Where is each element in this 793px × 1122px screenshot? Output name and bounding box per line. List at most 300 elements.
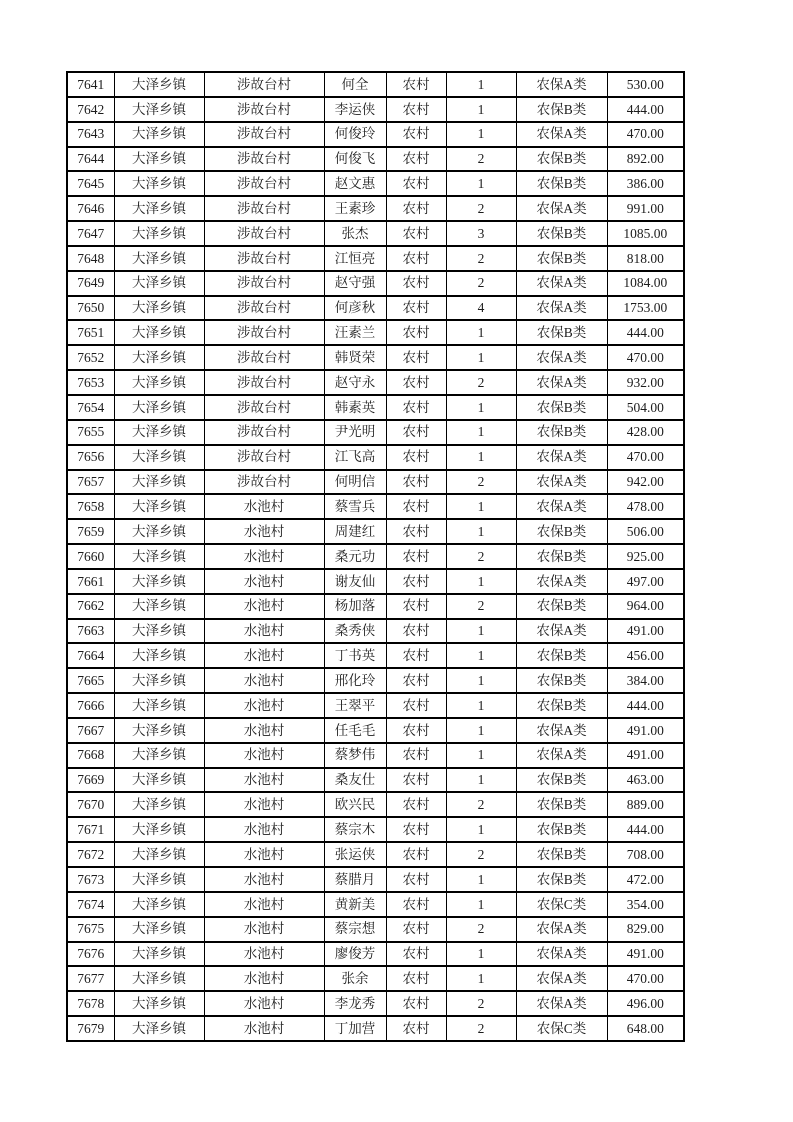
cell-person-name: 何彦秋 [324, 296, 386, 321]
cell-village: 涉故台村 [204, 271, 324, 296]
cell-village: 涉故台村 [204, 221, 324, 246]
cell-village: 水池村 [204, 693, 324, 718]
cell-residence-type: 农村 [386, 494, 446, 519]
cell-serial-number: 7654 [67, 395, 114, 420]
table-row [67, 171, 684, 196]
cell-township: 大泽乡镇 [114, 519, 204, 544]
cell-person-name: 杨加落 [324, 594, 386, 619]
cell-amount: 444.00 [607, 693, 684, 718]
cell-township: 大泽乡镇 [114, 420, 204, 445]
cell-person-name: 赵守永 [324, 370, 386, 395]
cell-insurance-category: 农保A类 [516, 917, 607, 942]
cell-person-name: 张运侠 [324, 842, 386, 867]
table-row [67, 942, 684, 967]
cell-township: 大泽乡镇 [114, 271, 204, 296]
cell-person-name: 桑友仕 [324, 768, 386, 793]
cell-amount: 506.00 [607, 519, 684, 544]
cell-insurance-category: 农保A类 [516, 619, 607, 644]
cell-township: 大泽乡镇 [114, 97, 204, 122]
cell-person-name: 黄新美 [324, 892, 386, 917]
table-row [67, 72, 684, 97]
cell-residence-type: 农村 [386, 221, 446, 246]
cell-village: 涉故台村 [204, 147, 324, 172]
cell-person-count: 2 [446, 792, 516, 817]
cell-person-count: 3 [446, 221, 516, 246]
cell-person-name: 何全 [324, 72, 386, 97]
cell-person-name: 韩素英 [324, 395, 386, 420]
cell-residence-type: 农村 [386, 569, 446, 594]
cell-person-count: 1 [446, 72, 516, 97]
cell-residence-type: 农村 [386, 296, 446, 321]
cell-amount: 1084.00 [607, 271, 684, 296]
cell-serial-number: 7647 [67, 221, 114, 246]
cell-person-name: 李龙秀 [324, 991, 386, 1016]
cell-residence-type: 农村 [386, 619, 446, 644]
cell-village: 水池村 [204, 892, 324, 917]
cell-village: 水池村 [204, 718, 324, 743]
cell-serial-number: 7651 [67, 320, 114, 345]
cell-village: 水池村 [204, 867, 324, 892]
cell-person-count: 1 [446, 718, 516, 743]
cell-person-count: 1 [446, 445, 516, 470]
cell-person-name: 张余 [324, 966, 386, 991]
cell-serial-number: 7666 [67, 693, 114, 718]
cell-amount: 932.00 [607, 370, 684, 395]
table-row [67, 494, 684, 519]
table-row [67, 991, 684, 1016]
cell-insurance-category: 农保B类 [516, 147, 607, 172]
cell-village: 水池村 [204, 966, 324, 991]
table-row [67, 619, 684, 644]
cell-insurance-category: 农保B类 [516, 320, 607, 345]
cell-person-name: 汪素兰 [324, 320, 386, 345]
cell-person-count: 2 [446, 147, 516, 172]
cell-serial-number: 7645 [67, 171, 114, 196]
cell-township: 大泽乡镇 [114, 668, 204, 693]
cell-village: 涉故台村 [204, 296, 324, 321]
cell-village: 水池村 [204, 991, 324, 1016]
cell-village: 水池村 [204, 544, 324, 569]
cell-insurance-category: 农保B类 [516, 395, 607, 420]
cell-residence-type: 农村 [386, 817, 446, 842]
table-row [67, 594, 684, 619]
cell-township: 大泽乡镇 [114, 594, 204, 619]
cell-amount: 470.00 [607, 445, 684, 470]
cell-village: 涉故台村 [204, 72, 324, 97]
cell-serial-number: 7664 [67, 643, 114, 668]
cell-person-count: 1 [446, 693, 516, 718]
cell-amount: 530.00 [607, 72, 684, 97]
cell-person-name: 江飞高 [324, 445, 386, 470]
cell-insurance-category: 农保A类 [516, 271, 607, 296]
cell-insurance-category: 农保B类 [516, 544, 607, 569]
table-row [67, 196, 684, 221]
cell-insurance-category: 农保B类 [516, 594, 607, 619]
cell-township: 大泽乡镇 [114, 768, 204, 793]
cell-amount: 889.00 [607, 792, 684, 817]
cell-residence-type: 农村 [386, 966, 446, 991]
cell-person-count: 2 [446, 917, 516, 942]
cell-village: 涉故台村 [204, 97, 324, 122]
cell-insurance-category: 农保B类 [516, 817, 607, 842]
cell-person-count: 2 [446, 271, 516, 296]
cell-village: 水池村 [204, 792, 324, 817]
cell-person-count: 1 [446, 892, 516, 917]
cell-person-name: 欧兴民 [324, 792, 386, 817]
cell-person-name: 王素珍 [324, 196, 386, 221]
cell-serial-number: 7679 [67, 1016, 114, 1041]
cell-serial-number: 7644 [67, 147, 114, 172]
cell-residence-type: 农村 [386, 892, 446, 917]
cell-residence-type: 农村 [386, 544, 446, 569]
cell-amount: 942.00 [607, 470, 684, 495]
table-row [67, 470, 684, 495]
cell-amount: 491.00 [607, 743, 684, 768]
cell-township: 大泽乡镇 [114, 445, 204, 470]
table-row [67, 445, 684, 470]
cell-serial-number: 7652 [67, 345, 114, 370]
cell-person-count: 1 [446, 619, 516, 644]
cell-person-count: 1 [446, 97, 516, 122]
cell-person-name: 谢友仙 [324, 569, 386, 594]
cell-amount: 463.00 [607, 768, 684, 793]
cell-serial-number: 7649 [67, 271, 114, 296]
cell-person-count: 1 [446, 942, 516, 967]
cell-serial-number: 7641 [67, 72, 114, 97]
cell-amount: 472.00 [607, 867, 684, 892]
cell-person-name: 桑秀侠 [324, 619, 386, 644]
cell-township: 大泽乡镇 [114, 892, 204, 917]
cell-serial-number: 7673 [67, 867, 114, 892]
cell-residence-type: 农村 [386, 693, 446, 718]
cell-amount: 497.00 [607, 569, 684, 594]
cell-insurance-category: 农保B类 [516, 97, 607, 122]
cell-village: 涉故台村 [204, 445, 324, 470]
cell-residence-type: 农村 [386, 470, 446, 495]
table-row [67, 320, 684, 345]
cell-insurance-category: 农保B类 [516, 519, 607, 544]
cell-person-count: 2 [446, 544, 516, 569]
cell-village: 涉故台村 [204, 320, 324, 345]
cell-serial-number: 7669 [67, 768, 114, 793]
cell-person-name: 何俊玲 [324, 122, 386, 147]
cell-township: 大泽乡镇 [114, 842, 204, 867]
cell-insurance-category: 农保B类 [516, 842, 607, 867]
cell-person-count: 1 [446, 966, 516, 991]
cell-amount: 964.00 [607, 594, 684, 619]
cell-serial-number: 7662 [67, 594, 114, 619]
cell-amount: 1753.00 [607, 296, 684, 321]
table-row [67, 668, 684, 693]
pension-payment-table [66, 71, 685, 1042]
cell-township: 大泽乡镇 [114, 72, 204, 97]
cell-insurance-category: 农保A类 [516, 470, 607, 495]
cell-serial-number: 7671 [67, 817, 114, 842]
cell-residence-type: 农村 [386, 345, 446, 370]
table-row [67, 370, 684, 395]
cell-insurance-category: 农保A类 [516, 991, 607, 1016]
cell-residence-type: 农村 [386, 917, 446, 942]
cell-person-count: 1 [446, 171, 516, 196]
cell-township: 大泽乡镇 [114, 942, 204, 967]
cell-insurance-category: 农保A类 [516, 942, 607, 967]
cell-amount: 818.00 [607, 246, 684, 271]
cell-amount: 470.00 [607, 345, 684, 370]
cell-village: 水池村 [204, 643, 324, 668]
cell-person-count: 1 [446, 395, 516, 420]
cell-residence-type: 农村 [386, 122, 446, 147]
cell-insurance-category: 农保A类 [516, 569, 607, 594]
cell-person-count: 1 [446, 345, 516, 370]
cell-insurance-category: 农保B类 [516, 668, 607, 693]
cell-village: 涉故台村 [204, 370, 324, 395]
cell-person-name: 赵守强 [324, 271, 386, 296]
cell-amount: 491.00 [607, 619, 684, 644]
cell-residence-type: 农村 [386, 842, 446, 867]
table-row [67, 842, 684, 867]
pension-payment-table-body [67, 72, 684, 1041]
table-row [67, 768, 684, 793]
cell-township: 大泽乡镇 [114, 817, 204, 842]
cell-insurance-category: 农保A类 [516, 370, 607, 395]
table-row [67, 792, 684, 817]
cell-residence-type: 农村 [386, 768, 446, 793]
cell-village: 水池村 [204, 743, 324, 768]
cell-amount: 504.00 [607, 395, 684, 420]
cell-township: 大泽乡镇 [114, 221, 204, 246]
cell-person-name: 尹光明 [324, 420, 386, 445]
cell-serial-number: 7653 [67, 370, 114, 395]
cell-person-count: 1 [446, 768, 516, 793]
cell-insurance-category: 农保A类 [516, 72, 607, 97]
cell-village: 涉故台村 [204, 395, 324, 420]
cell-amount: 354.00 [607, 892, 684, 917]
table-row [67, 892, 684, 917]
cell-person-name: 江恒亮 [324, 246, 386, 271]
cell-amount: 829.00 [607, 917, 684, 942]
cell-person-count: 1 [446, 743, 516, 768]
cell-amount: 444.00 [607, 320, 684, 345]
cell-insurance-category: 农保A类 [516, 445, 607, 470]
table-row [67, 917, 684, 942]
cell-amount: 496.00 [607, 991, 684, 1016]
cell-person-name: 蔡宗想 [324, 917, 386, 942]
cell-amount: 444.00 [607, 97, 684, 122]
cell-serial-number: 7656 [67, 445, 114, 470]
table-row [67, 395, 684, 420]
cell-township: 大泽乡镇 [114, 867, 204, 892]
cell-serial-number: 7659 [67, 519, 114, 544]
table-row [67, 1016, 684, 1041]
cell-township: 大泽乡镇 [114, 693, 204, 718]
cell-person-name: 周建红 [324, 519, 386, 544]
cell-village: 水池村 [204, 619, 324, 644]
cell-serial-number: 7663 [67, 619, 114, 644]
cell-residence-type: 农村 [386, 271, 446, 296]
cell-township: 大泽乡镇 [114, 718, 204, 743]
cell-residence-type: 农村 [386, 171, 446, 196]
cell-person-name: 蔡雪兵 [324, 494, 386, 519]
table-row [67, 544, 684, 569]
cell-township: 大泽乡镇 [114, 246, 204, 271]
cell-serial-number: 7646 [67, 196, 114, 221]
cell-residence-type: 农村 [386, 991, 446, 1016]
cell-serial-number: 7655 [67, 420, 114, 445]
cell-person-count: 1 [446, 420, 516, 445]
cell-person-count: 2 [446, 470, 516, 495]
cell-village: 水池村 [204, 942, 324, 967]
cell-residence-type: 农村 [386, 942, 446, 967]
cell-residence-type: 农村 [386, 792, 446, 817]
cell-residence-type: 农村 [386, 320, 446, 345]
cell-serial-number: 7675 [67, 917, 114, 942]
cell-township: 大泽乡镇 [114, 147, 204, 172]
cell-township: 大泽乡镇 [114, 494, 204, 519]
cell-person-count: 2 [446, 842, 516, 867]
cell-insurance-category: 农保B类 [516, 221, 607, 246]
cell-person-name: 丁书英 [324, 643, 386, 668]
cell-residence-type: 农村 [386, 743, 446, 768]
cell-village: 水池村 [204, 842, 324, 867]
table-row [67, 519, 684, 544]
cell-person-name: 韩贤荣 [324, 345, 386, 370]
cell-person-name: 邢化玲 [324, 668, 386, 693]
cell-village: 水池村 [204, 1016, 324, 1041]
cell-person-name: 何俊飞 [324, 147, 386, 172]
cell-insurance-category: 农保B类 [516, 768, 607, 793]
cell-insurance-category: 农保C类 [516, 892, 607, 917]
cell-person-name: 蔡腊月 [324, 867, 386, 892]
cell-township: 大泽乡镇 [114, 619, 204, 644]
cell-serial-number: 7643 [67, 122, 114, 147]
cell-serial-number: 7677 [67, 966, 114, 991]
cell-amount: 386.00 [607, 171, 684, 196]
cell-person-count: 1 [446, 817, 516, 842]
cell-village: 水池村 [204, 917, 324, 942]
cell-insurance-category: 农保B类 [516, 420, 607, 445]
cell-person-name: 任毛毛 [324, 718, 386, 743]
cell-person-name: 蔡梦伟 [324, 743, 386, 768]
cell-serial-number: 7660 [67, 544, 114, 569]
cell-village: 水池村 [204, 768, 324, 793]
cell-serial-number: 7678 [67, 991, 114, 1016]
cell-village: 水池村 [204, 594, 324, 619]
cell-insurance-category: 农保B类 [516, 246, 607, 271]
cell-person-count: 1 [446, 122, 516, 147]
cell-person-count: 1 [446, 569, 516, 594]
cell-person-count: 1 [446, 643, 516, 668]
cell-person-count: 2 [446, 1016, 516, 1041]
cell-amount: 491.00 [607, 718, 684, 743]
cell-person-name: 丁加营 [324, 1016, 386, 1041]
cell-village: 涉故台村 [204, 246, 324, 271]
cell-person-name: 何明信 [324, 470, 386, 495]
table-row [67, 271, 684, 296]
cell-residence-type: 农村 [386, 445, 446, 470]
table-row [67, 345, 684, 370]
cell-serial-number: 7650 [67, 296, 114, 321]
cell-person-count: 1 [446, 867, 516, 892]
cell-serial-number: 7670 [67, 792, 114, 817]
cell-amount: 428.00 [607, 420, 684, 445]
cell-person-name: 张杰 [324, 221, 386, 246]
cell-serial-number: 7668 [67, 743, 114, 768]
table-row [67, 643, 684, 668]
cell-serial-number: 7642 [67, 97, 114, 122]
table-row [67, 867, 684, 892]
cell-residence-type: 农村 [386, 246, 446, 271]
cell-person-count: 1 [446, 668, 516, 693]
cell-serial-number: 7658 [67, 494, 114, 519]
cell-insurance-category: 农保A类 [516, 966, 607, 991]
cell-township: 大泽乡镇 [114, 370, 204, 395]
cell-person-count: 1 [446, 494, 516, 519]
table-row [67, 718, 684, 743]
cell-residence-type: 农村 [386, 519, 446, 544]
cell-insurance-category: 农保A类 [516, 743, 607, 768]
cell-township: 大泽乡镇 [114, 345, 204, 370]
cell-amount: 991.00 [607, 196, 684, 221]
table-row [67, 122, 684, 147]
table-row [67, 97, 684, 122]
cell-township: 大泽乡镇 [114, 122, 204, 147]
cell-insurance-category: 农保A类 [516, 122, 607, 147]
cell-insurance-category: 农保C类 [516, 1016, 607, 1041]
cell-serial-number: 7657 [67, 470, 114, 495]
cell-township: 大泽乡镇 [114, 569, 204, 594]
cell-person-count: 2 [446, 991, 516, 1016]
cell-insurance-category: 农保B类 [516, 693, 607, 718]
cell-insurance-category: 农保A类 [516, 345, 607, 370]
cell-residence-type: 农村 [386, 72, 446, 97]
cell-insurance-category: 农保B类 [516, 792, 607, 817]
cell-residence-type: 农村 [386, 867, 446, 892]
cell-residence-type: 农村 [386, 395, 446, 420]
cell-village: 水池村 [204, 494, 324, 519]
cell-township: 大泽乡镇 [114, 1016, 204, 1041]
cell-village: 水池村 [204, 519, 324, 544]
cell-insurance-category: 农保A类 [516, 718, 607, 743]
cell-insurance-category: 农保B类 [516, 171, 607, 196]
cell-residence-type: 农村 [386, 196, 446, 221]
table-row [67, 966, 684, 991]
cell-residence-type: 农村 [386, 147, 446, 172]
cell-village: 涉故台村 [204, 420, 324, 445]
cell-person-count: 2 [446, 246, 516, 271]
cell-serial-number: 7667 [67, 718, 114, 743]
cell-person-count: 1 [446, 320, 516, 345]
cell-insurance-category: 农保B类 [516, 867, 607, 892]
cell-residence-type: 农村 [386, 1016, 446, 1041]
table-row [67, 693, 684, 718]
cell-township: 大泽乡镇 [114, 296, 204, 321]
cell-person-name: 蔡宗木 [324, 817, 386, 842]
cell-insurance-category: 农保A类 [516, 196, 607, 221]
cell-person-count: 4 [446, 296, 516, 321]
cell-village: 涉故台村 [204, 196, 324, 221]
cell-residence-type: 农村 [386, 594, 446, 619]
cell-insurance-category: 农保A类 [516, 494, 607, 519]
cell-person-name: 王翠平 [324, 693, 386, 718]
cell-township: 大泽乡镇 [114, 792, 204, 817]
cell-amount: 470.00 [607, 122, 684, 147]
cell-village: 涉故台村 [204, 122, 324, 147]
cell-amount: 456.00 [607, 643, 684, 668]
cell-person-count: 2 [446, 594, 516, 619]
cell-person-name: 桑元功 [324, 544, 386, 569]
cell-serial-number: 7665 [67, 668, 114, 693]
table-row [67, 296, 684, 321]
